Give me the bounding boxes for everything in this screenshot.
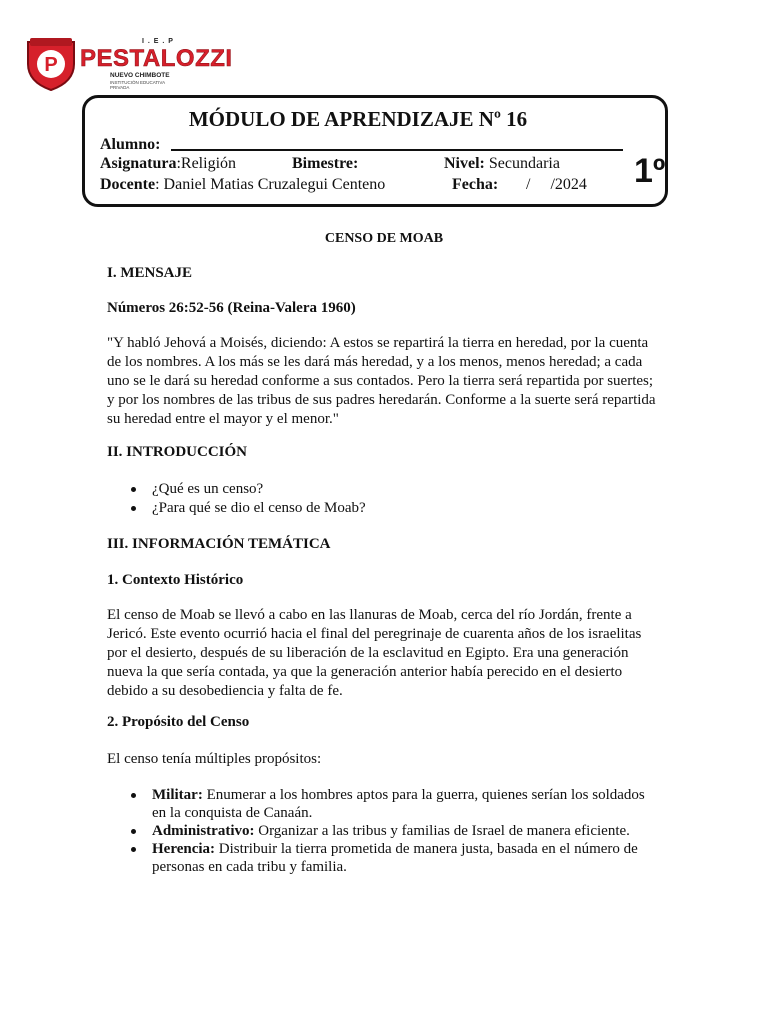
paragraph-line: Jericó. Este evento ocurrió hacia el final del peregrinaje de cuarenta años de los israelitas: [107, 626, 642, 642]
purpose-label: Militar:: [152, 787, 203, 803]
purpose-item-militar-cont: en la conquista de Canaán.: [152, 805, 313, 821]
docente-field: [100, 176, 385, 194]
nivel-value: Secundaria: [484, 155, 560, 172]
alumno-label: Alumno:: [100, 136, 161, 153]
alumno-underline: [171, 149, 623, 151]
docente-value: : Daniel Matias Cruzalegui Centeno: [155, 176, 386, 193]
contexto-paragraph: [107, 606, 641, 701]
quote-line: y por los nombres de las tribus de sus padres heredarán. Conforme a la suerte será repartida: [107, 392, 656, 408]
purpose-item-administrativo: [152, 822, 630, 841]
logo-name: PESTALOZZI: [80, 45, 233, 72]
quote-line: "Y habló Jehová a Moisés, diciendo: A estos se repartirá la tierra en heredad, por la cuenta: [107, 335, 649, 351]
document-title: CENSO DE MOAB: [324, 231, 444, 246]
purpose-item-herencia: [152, 840, 638, 859]
subheading-contexto: 1. Contexto Histórico: [107, 572, 244, 588]
subheading-proposito: 2. Propósito del Censo: [107, 714, 250, 730]
asignatura-value: :Religión: [176, 155, 237, 172]
logo-tagline: INSTITUCIÓN EDUCATIVA PRIVADA: [110, 80, 165, 90]
paragraph-line: nueva la que sería contada, ya que la generación anterior había perecido en el desierto: [107, 664, 623, 680]
bullet-icon: [131, 793, 136, 798]
section-heading-mensaje: I. MENSAJE: [107, 265, 193, 281]
fecha-label: Fecha:: [452, 176, 499, 193]
section-heading-informacion: III. INFORMACIÓN TEMÁTICA: [107, 536, 331, 552]
module-title: MÓDULO DE APRENDIZAJE Nº 16: [188, 107, 528, 131]
grade-label: 1º: [634, 152, 666, 190]
bible-quote: [107, 334, 656, 429]
school-shield-icon: [22, 34, 80, 92]
section-heading-introduccion: II. INTRODUCCIÓN: [107, 444, 248, 460]
asignatura-field: [100, 155, 236, 173]
asignatura-label: Asignatura: [100, 155, 177, 172]
purpose-text: Enumerar a los hombres aptos para la guerra, quienes serían los soldados: [202, 787, 645, 803]
purpose-item-herencia-cont: personas en cada tribu y familia.: [152, 859, 347, 875]
question-item: ¿Para qué se dio el censo de Moab?: [152, 500, 366, 516]
proposito-intro: El censo tenía múltiples propósitos:: [107, 751, 322, 767]
logo-location: NUEVO CHIMBOTE: [110, 72, 170, 79]
bullet-icon: [131, 506, 136, 511]
svg-text:P: P: [44, 54, 58, 76]
purpose-text: Organizar a las tribus y familias de Israel de manera eficiente.: [254, 823, 630, 839]
paragraph-line: El censo de Moab se llevó a cabo en las llanuras de Moab, cerca del río Jordán, frente a: [107, 607, 632, 623]
docente-label: Docente: [100, 176, 156, 193]
paragraph-line: por el desierto, después de su liberación de la esclavitud en Egipto. Era una generación: [107, 645, 629, 661]
quote-line: su heredad entre el mayor y el menor.": [107, 411, 339, 427]
bullet-icon: [131, 829, 136, 834]
purpose-text: Distribuir la tierra prometida de manera justa, basada en el número de: [215, 841, 638, 857]
bullet-icon: [131, 847, 136, 852]
question-item: ¿Qué es un censo?: [152, 481, 264, 497]
quote-line: uno se le dará su heredad conforme a sus contados. Pero la tierra será repartida por suertes;: [107, 373, 654, 389]
purpose-label: Administrativo:: [152, 823, 255, 839]
school-logo: [22, 34, 233, 92]
bullet-icon: [131, 487, 136, 492]
bible-reference: Números 26:52-56 (Reina-Valera 1960): [107, 300, 356, 316]
logo-top-text: I . E . P: [142, 38, 174, 45]
nivel-label: Nivel:: [444, 155, 485, 172]
nivel-field: [444, 155, 560, 173]
purpose-label: Herencia:: [152, 841, 216, 857]
bimestre-label: Bimestre:: [292, 155, 359, 172]
fecha-value: / /2024: [526, 176, 587, 193]
paragraph-line: debido a su desobediencia y falta de fe.: [107, 683, 343, 699]
purpose-item-militar: [152, 786, 645, 805]
quote-line: de los nombres. A los más se les dará más heredad, y a los menos, menos heredad; a cada: [107, 354, 643, 370]
